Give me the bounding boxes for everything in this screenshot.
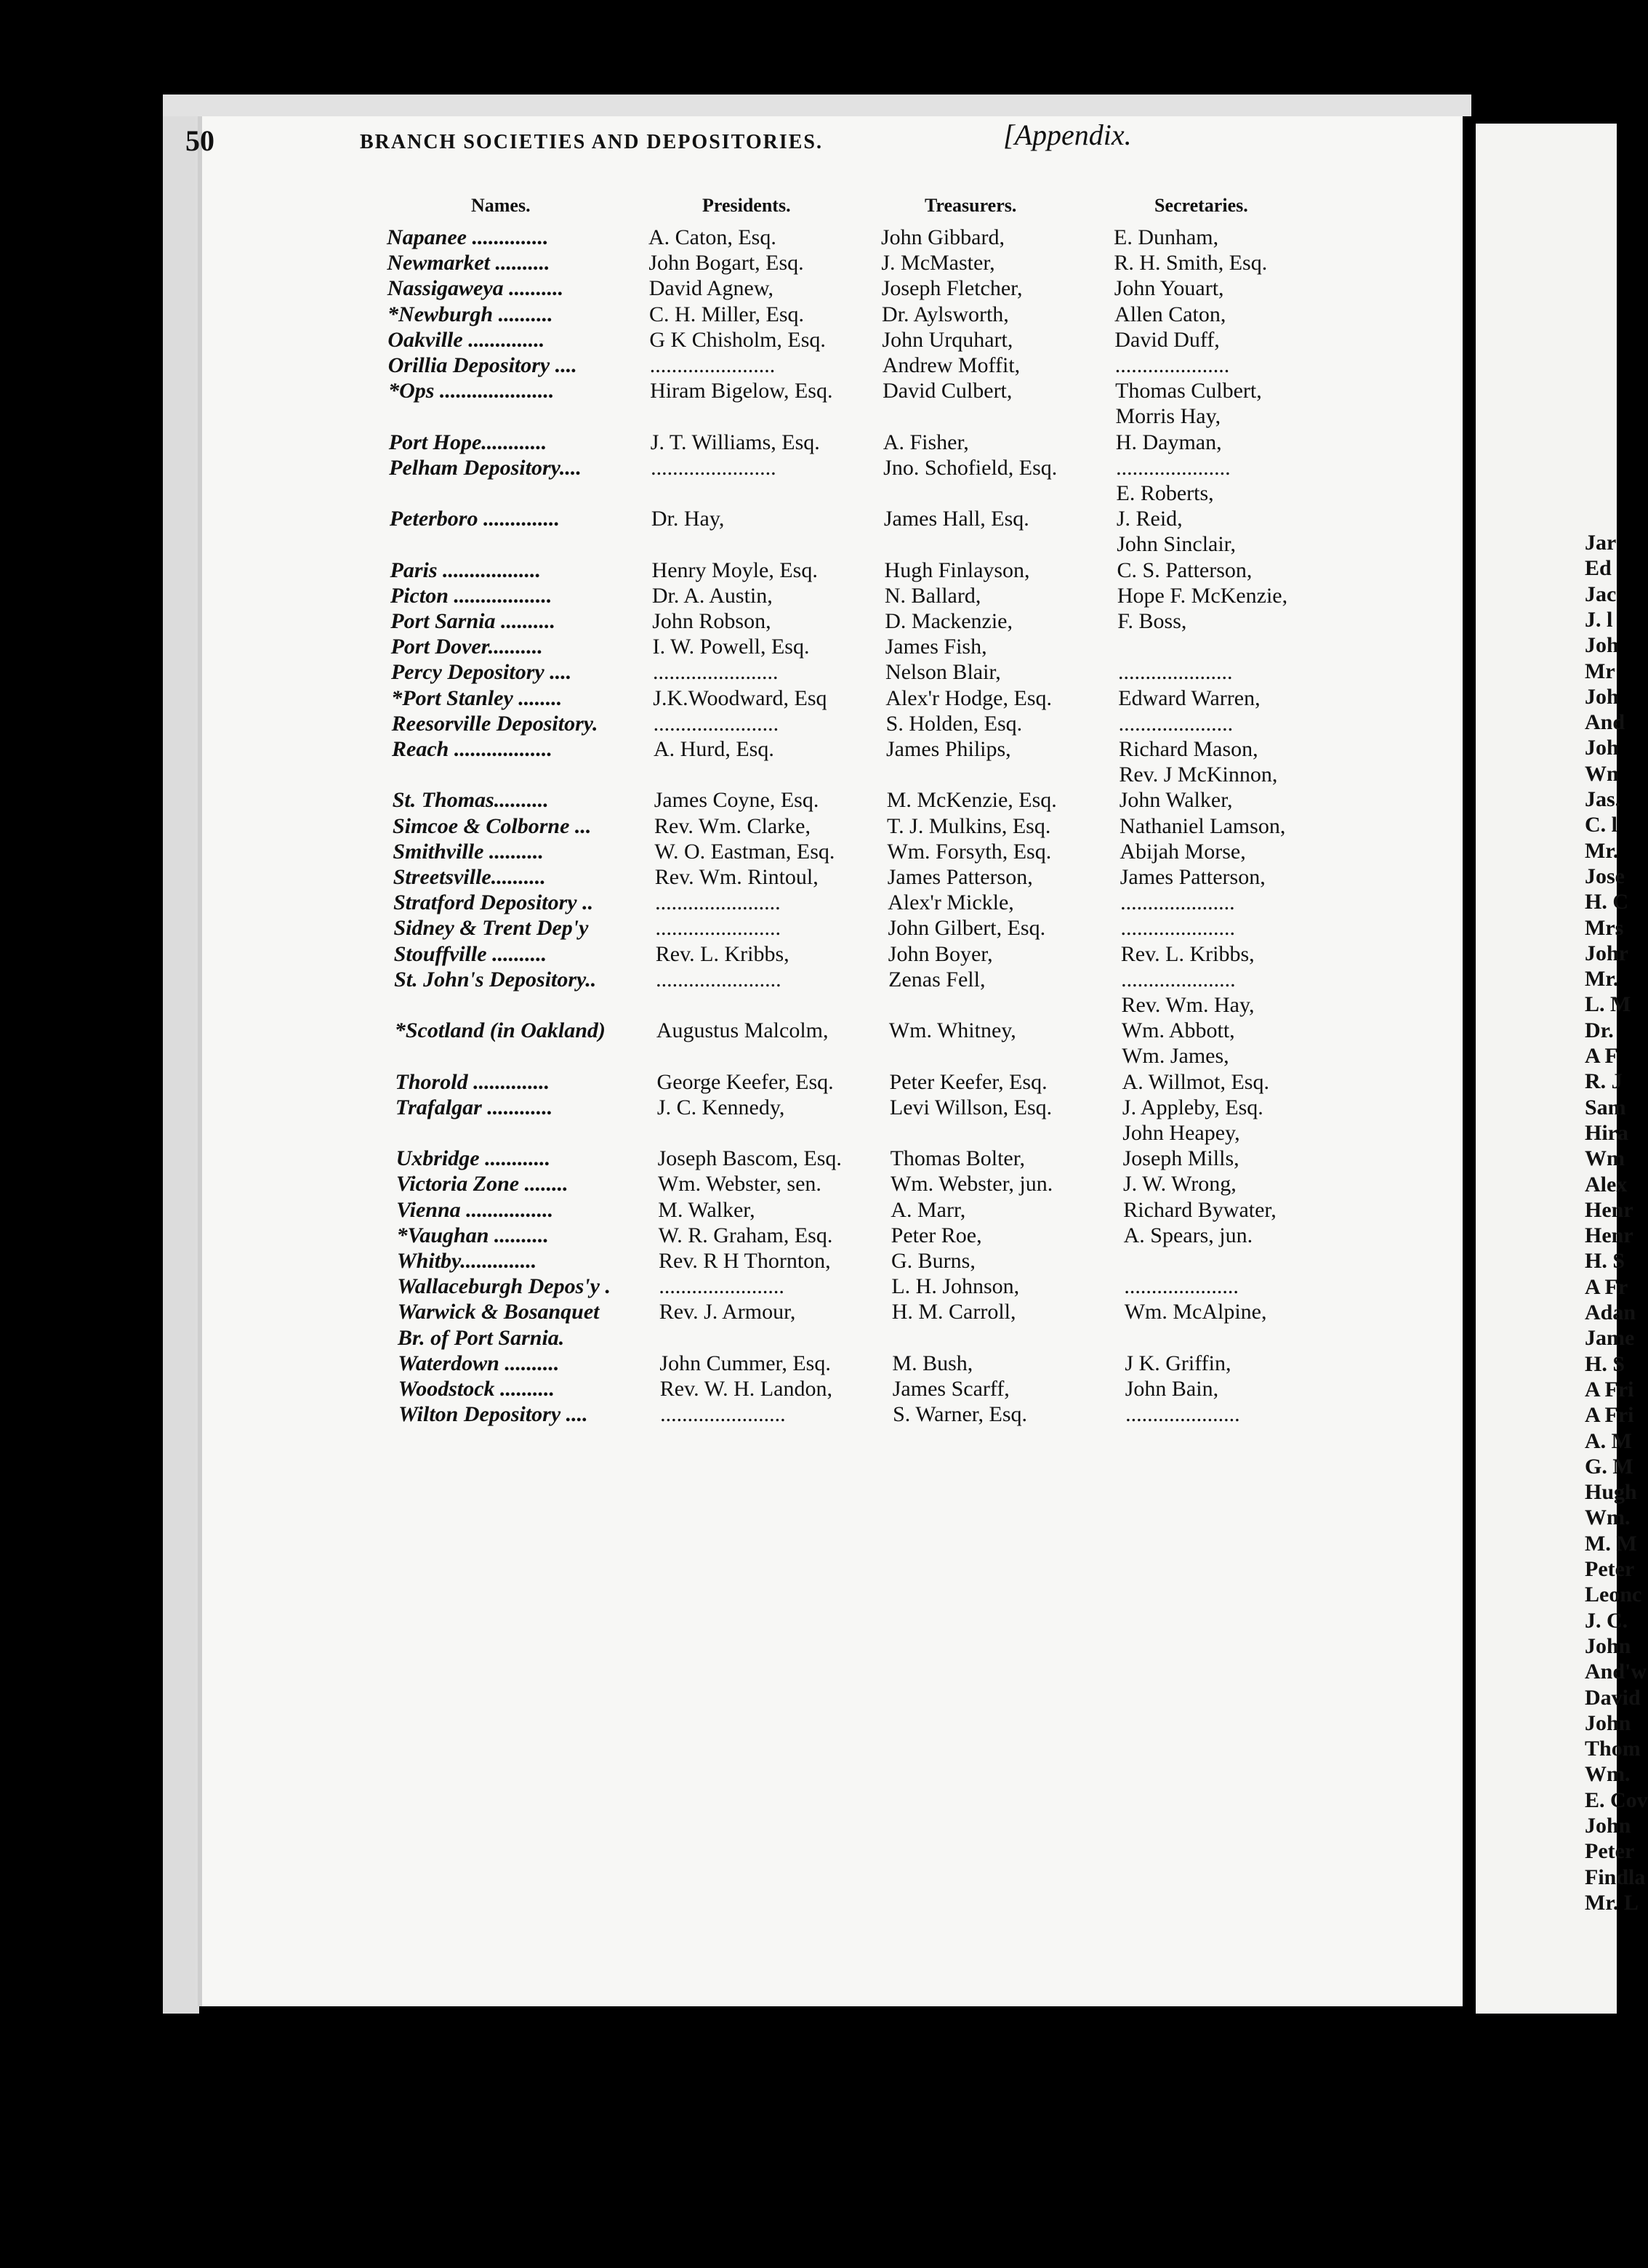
president-cell: Dr. Hay, xyxy=(651,507,725,531)
secretary-cell: E. Roberts, xyxy=(1116,481,1214,505)
right-page-fragment: A Fr xyxy=(1585,1274,1628,1299)
column-header-names: Names. xyxy=(471,195,531,216)
society-name: Waterdown .......... xyxy=(398,1351,560,1375)
society-name: Woodstock .......... xyxy=(398,1377,555,1401)
society-name: Port Sarnia .......... xyxy=(390,609,555,633)
right-page-fragment: Mr. L xyxy=(1585,1890,1639,1915)
treasurer-cell: Zenas Fell, xyxy=(888,967,986,992)
secretary-cell: David Duff, xyxy=(1114,327,1220,352)
right-page-fragment: Jar xyxy=(1585,531,1617,555)
right-page-fragment: Findla xyxy=(1585,1865,1646,1889)
treasurer-cell: Peter Roe, xyxy=(891,1223,982,1247)
president-cell: Augustus Malcolm, xyxy=(656,1018,829,1043)
secretary-cell: ..................... xyxy=(1124,1274,1239,1299)
society-name: Orillia Depository .... xyxy=(387,353,577,377)
society-name: Simcoe & Colborne ... xyxy=(393,813,592,838)
society-name: Port Dover.......... xyxy=(390,635,543,659)
right-page-fragment: Peter xyxy=(1585,1557,1635,1581)
president-cell: James Coyne, Esq. xyxy=(654,788,819,813)
president-cell: John Robson, xyxy=(652,609,771,633)
right-page-fragment: H. S xyxy=(1585,1249,1625,1274)
treasurer-cell: James Patterson, xyxy=(887,865,1033,889)
society-name: Stratford Depository .. xyxy=(393,890,594,915)
right-page-fragment: A. M xyxy=(1585,1428,1632,1453)
treasurer-cell: Wm. Webster, jun. xyxy=(890,1172,1053,1197)
treasurer-cell: David Culbert, xyxy=(883,379,1013,403)
president-cell: ....................... xyxy=(653,711,779,736)
treasurer-cell: H. M. Carroll, xyxy=(891,1300,1016,1324)
society-name: Victoria Zone ........ xyxy=(395,1172,568,1197)
right-page-fragment: A Fri xyxy=(1585,1403,1634,1428)
society-name: Picton .................. xyxy=(390,583,552,608)
society-name: Stouffville .......... xyxy=(393,941,547,966)
president-cell: ....................... xyxy=(656,967,781,992)
society-name: Pelham Depository.... xyxy=(389,455,582,480)
secretary-cell: Edward Warren, xyxy=(1118,685,1261,710)
secretary-cell: Joseph Mills, xyxy=(1122,1146,1239,1171)
president-cell: Rev. Wm. Clarke, xyxy=(654,813,811,838)
president-cell: Rev. L. Kribbs, xyxy=(655,941,789,966)
secretary-cell: John Sinclair, xyxy=(1117,532,1236,557)
president-cell: ....................... xyxy=(651,455,776,480)
right-page-fragment: Mr xyxy=(1585,659,1615,683)
treasurer-cell: Andrew Moffit, xyxy=(882,353,1021,377)
right-page-fragment: Jas. xyxy=(1585,787,1621,811)
right-page-fragment: Joh xyxy=(1585,684,1619,709)
treasurer-cell: John Urquhart, xyxy=(882,327,1013,352)
right-page-fragment: A F xyxy=(1585,1044,1618,1068)
secretary-cell: Rev. J McKinnon, xyxy=(1119,763,1278,787)
secretary-cell: Allen Caton, xyxy=(1114,302,1226,326)
treasurer-cell: S. Warner, Esq. xyxy=(893,1402,1028,1427)
secretary-cell: A. Willmot, Esq. xyxy=(1122,1069,1269,1094)
president-cell: C. H. Miller, Esq. xyxy=(649,302,805,326)
secretary-cell: ..................... xyxy=(1120,916,1235,941)
right-page-fragment: Leonc xyxy=(1585,1583,1642,1607)
president-cell: David Agnew, xyxy=(648,276,774,301)
secretary-cell: ..................... xyxy=(1116,455,1231,480)
right-page-fragment: Thom xyxy=(1585,1737,1641,1761)
right-page-fragment: Joh xyxy=(1585,736,1619,760)
page-number: 50 xyxy=(185,124,214,157)
president-cell: J.K.Woodward, Esq xyxy=(653,685,827,710)
president-cell: Wm. Webster, sen. xyxy=(657,1172,821,1197)
treasurer-cell: Dr. Aylsworth, xyxy=(882,302,1009,326)
president-cell: ....................... xyxy=(652,660,779,685)
society-name: *Newburgh .......... xyxy=(387,302,553,326)
right-page-fragment: H. S xyxy=(1585,1351,1625,1376)
president-cell: ....................... xyxy=(655,916,781,941)
right-page-fragment: Hugh xyxy=(1585,1480,1637,1505)
society-name: Nassigaweya .......... xyxy=(387,276,564,301)
secretary-cell: ..................... xyxy=(1114,353,1230,377)
secretary-cell: F. Boss, xyxy=(1117,609,1187,633)
treasurer-cell: A. Fisher, xyxy=(883,430,969,454)
secretary-cell: Rev. L. Kribbs, xyxy=(1120,941,1255,966)
president-cell: W. R. Graham, Esq. xyxy=(658,1223,833,1247)
society-name: Br. of Port Sarnia. xyxy=(398,1325,565,1350)
secretary-cell: Nathaniel Lamson, xyxy=(1120,813,1286,838)
society-name: Napanee .............. xyxy=(387,225,549,249)
right-page-fragment: Alex xyxy=(1585,1172,1628,1197)
society-name: Peterboro .............. xyxy=(389,507,560,531)
treasurer-cell: Hugh Finlayson, xyxy=(884,558,1030,582)
secretary-cell: C. S. Patterson, xyxy=(1117,558,1253,582)
president-cell: ....................... xyxy=(660,1402,786,1427)
column-header-treasurers: Treasurers. xyxy=(925,195,1017,216)
treasurer-cell: Wm. Whitney, xyxy=(888,1018,1016,1043)
president-cell: J. C. Kennedy, xyxy=(656,1095,785,1119)
treasurer-cell: John Gilbert, Esq. xyxy=(888,916,1046,941)
secretary-cell: Thomas Culbert, xyxy=(1115,379,1262,403)
column-header-secretaries: Secretaries. xyxy=(1154,195,1248,216)
right-page-fragment: Hira xyxy=(1585,1120,1628,1145)
president-cell: George Keefer, Esq. xyxy=(656,1069,834,1094)
secretary-cell: ..................... xyxy=(1118,711,1234,736)
right-page-fragment: Peter xyxy=(1585,1839,1635,1864)
treasurer-cell: S. Holden, Esq. xyxy=(885,711,1023,736)
right-page-fragment: L. M xyxy=(1585,992,1631,1017)
right-page-fragment: Johr xyxy=(1585,941,1628,965)
treasurer-cell: Peter Keefer, Esq. xyxy=(889,1069,1048,1094)
society-name: Newmarket .......... xyxy=(387,251,550,276)
right-page-fragment: David xyxy=(1585,1685,1641,1710)
right-page-fragment: John xyxy=(1585,1633,1631,1658)
society-name: *Scotland (in Oakland) xyxy=(394,1018,606,1043)
president-cell: ....................... xyxy=(649,353,776,377)
treasurer-cell: John Gibbard, xyxy=(881,225,1005,249)
right-page-fragment: Henr xyxy=(1585,1197,1633,1222)
secretary-cell: Wm. McAlpine, xyxy=(1124,1300,1267,1324)
president-cell: G K Chisholm, Esq. xyxy=(649,327,826,352)
treasurer-cell: Levi Willson, Esq. xyxy=(889,1095,1053,1119)
society-name: Reach .................. xyxy=(392,737,552,761)
right-page-fragment: And'w xyxy=(1585,1660,1647,1684)
page-stack-edge-top xyxy=(163,94,1471,116)
treasurer-cell: G. Burns, xyxy=(891,1249,976,1273)
treasurer-cell: James Fish, xyxy=(885,635,987,659)
society-name: Warwick & Bosanquet xyxy=(397,1300,600,1324)
society-name: Reesorville Depository. xyxy=(391,711,598,736)
society-name: Port Hope............ xyxy=(388,430,547,454)
president-cell: Rev. W. H. Landon, xyxy=(659,1377,832,1401)
right-page-fragment: J. l xyxy=(1585,607,1613,632)
right-page-fragment: C. l xyxy=(1585,813,1617,837)
society-name: St. John's Depository.. xyxy=(394,967,597,992)
right-page-fragment: H. C xyxy=(1585,890,1628,914)
secretary-cell: Morris Hay, xyxy=(1115,404,1221,429)
secretary-cell: J. Reid, xyxy=(1116,507,1183,531)
right-page xyxy=(1476,124,1648,2014)
president-cell: I. W. Powell, Esq. xyxy=(652,635,810,659)
society-name: Trafalgar ............ xyxy=(395,1095,553,1119)
right-page-fragment: Jame xyxy=(1585,1326,1635,1351)
right-page-fragment: Wm xyxy=(1585,1146,1625,1171)
society-name: *Port Stanley ........ xyxy=(391,685,563,710)
society-name: Oakville .............. xyxy=(387,327,545,352)
secretary-cell: A. Spears, jun. xyxy=(1123,1223,1253,1247)
treasurer-cell: N. Ballard, xyxy=(884,583,981,608)
secretary-cell: John Youart, xyxy=(1114,276,1224,301)
right-page-fragment: Ed xyxy=(1585,556,1612,581)
president-cell: Dr. A. Austin, xyxy=(651,583,773,608)
treasurer-cell: L. H. Johnson, xyxy=(891,1274,1020,1299)
right-page-fragment: J. C. xyxy=(1585,1608,1628,1633)
secretary-cell: Richard Bywater, xyxy=(1123,1197,1277,1222)
president-cell: Joseph Bascom, Esq. xyxy=(657,1146,842,1171)
secretary-cell: John Bain, xyxy=(1125,1377,1219,1401)
treasurer-cell: J. McMaster, xyxy=(881,251,995,276)
society-name: Smithville .......... xyxy=(393,839,544,864)
secretary-cell: John Walker, xyxy=(1119,788,1233,813)
treasurer-cell: A. Marr, xyxy=(891,1197,966,1222)
president-cell: Rev. J. Armour, xyxy=(659,1300,796,1324)
right-page-fragment: A Fri xyxy=(1585,1377,1634,1402)
president-cell: Henry Moyle, Esq. xyxy=(651,558,818,582)
treasurer-cell: Jno. Schofield, Esq. xyxy=(883,455,1058,480)
secretary-cell: Richard Mason, xyxy=(1119,737,1258,761)
treasurer-cell: M. Bush, xyxy=(892,1351,973,1375)
president-cell: A. Caton, Esq. xyxy=(648,225,776,249)
treasurer-cell: D. Mackenzie, xyxy=(885,609,1013,633)
society-name: St. Thomas.......... xyxy=(392,788,549,813)
secretary-cell: H. Dayman, xyxy=(1115,430,1222,454)
page-edge-shadow xyxy=(198,116,202,2006)
right-page-fragment: Adan xyxy=(1585,1300,1636,1324)
president-cell: M. Walker, xyxy=(658,1197,755,1222)
treasurer-cell: Wm. Forsyth, Esq. xyxy=(887,839,1052,864)
president-cell: Hiram Bigelow, Esq. xyxy=(650,379,833,403)
right-page-fragment: Dr. xyxy=(1585,1018,1614,1042)
right-page-fragment: Wn xyxy=(1585,761,1619,786)
right-page-fragment: Jose xyxy=(1585,864,1625,888)
society-name: Sidney & Trent Dep'y xyxy=(393,916,589,941)
right-page-fragment: G. M xyxy=(1585,1454,1633,1479)
right-page-fragment: John xyxy=(1585,1814,1631,1838)
right-page-fragment: Wm. xyxy=(1585,1762,1631,1787)
society-name: *Vaughan .......... xyxy=(396,1223,549,1247)
right-page-fragment: Mr. xyxy=(1585,838,1619,863)
right-page-fragment: Mrs xyxy=(1585,915,1624,940)
treasurer-cell: T. J. Mulkins, Esq. xyxy=(887,813,1051,838)
right-page-fragment: Joh xyxy=(1585,633,1619,658)
president-cell: Rev. R H Thornton, xyxy=(659,1249,831,1273)
treasurer-cell: Alex'r Mickle, xyxy=(888,890,1014,915)
president-cell: ....................... xyxy=(655,890,781,915)
appendix-label: [Appendix. xyxy=(1003,118,1132,151)
treasurer-cell: Thomas Bolter, xyxy=(890,1146,1026,1171)
treasurer-cell: James Hall, Esq. xyxy=(883,507,1029,531)
secretary-cell: John Heapey, xyxy=(1122,1121,1240,1145)
treasurer-cell: Alex'r Hodge, Esq. xyxy=(885,685,1052,710)
secretary-cell: James Patterson, xyxy=(1120,865,1266,889)
right-page-fragment: E. Cov xyxy=(1585,1788,1648,1812)
secretary-cell: E. Dunham, xyxy=(1114,225,1219,249)
treasurer-cell: James Scarff, xyxy=(892,1377,1010,1401)
right-page-fragment: Jac xyxy=(1585,582,1617,606)
right-page-fragment: R. J xyxy=(1585,1069,1623,1094)
page-title: BRANCH SOCIETIES AND DEPOSITORIES. xyxy=(360,131,823,153)
society-name: Uxbridge ............ xyxy=(395,1146,551,1171)
secretary-cell: ..................... xyxy=(1121,967,1236,992)
president-cell: W. O. Eastman, Esq. xyxy=(654,839,835,864)
society-name: Wallaceburgh Depos'y . xyxy=(397,1274,611,1299)
secretary-cell: ..................... xyxy=(1120,890,1235,915)
secretary-cell: Hope F. McKenzie, xyxy=(1117,583,1288,608)
president-cell: A. Hurd, Esq. xyxy=(654,737,774,761)
secretary-cell: R. H. Smith, Esq. xyxy=(1114,251,1268,276)
right-page-fragment: M. M xyxy=(1585,1531,1637,1556)
secretary-cell: J. W. Wrong, xyxy=(1122,1172,1237,1197)
right-page-fragment: And xyxy=(1585,710,1625,735)
secretary-cell: Wm. Abbott, xyxy=(1121,1018,1235,1043)
president-cell: J. T. Williams, Esq. xyxy=(650,430,820,454)
page-stack-edge xyxy=(163,94,199,2014)
secretary-cell: J K. Griffin, xyxy=(1125,1351,1231,1375)
treasurer-cell: M. McKenzie, Esq. xyxy=(886,788,1057,813)
president-cell: John Bogart, Esq. xyxy=(648,251,804,276)
right-page-fragment: Mr. xyxy=(1585,967,1619,992)
president-cell: Rev. Wm. Rintoul, xyxy=(654,865,819,889)
right-page-fragment: Sam xyxy=(1585,1095,1626,1119)
treasurer-cell: Joseph Fletcher, xyxy=(881,276,1023,301)
treasurer-cell: James Philips, xyxy=(886,737,1011,761)
society-name: Paris .................. xyxy=(390,558,542,582)
right-page-fragment: Wm. xyxy=(1585,1505,1631,1530)
right-page-fragment: John xyxy=(1585,1710,1631,1735)
society-name: Whitby.............. xyxy=(397,1249,537,1273)
society-name: Vienna ................ xyxy=(396,1197,554,1222)
society-name: Streetsville.......... xyxy=(393,865,546,889)
right-page-fragment: Henr xyxy=(1585,1223,1633,1248)
secretary-cell: Wm. James, xyxy=(1122,1044,1229,1069)
society-name: Percy Depository .... xyxy=(390,660,572,685)
secretary-cell: ..................... xyxy=(1117,660,1233,685)
treasurer-cell: John Boyer, xyxy=(888,941,993,966)
president-cell: John Cummer, Esq. xyxy=(659,1351,831,1375)
secretary-cell: Abijah Morse, xyxy=(1120,839,1246,864)
society-name: Thorold .............. xyxy=(395,1069,550,1094)
secretary-cell: Rev. Wm. Hay, xyxy=(1121,993,1255,1017)
society-name: *Ops ..................... xyxy=(388,379,555,403)
society-name: Wilton Depository .... xyxy=(398,1402,588,1427)
secretary-cell: J. Appleby, Esq. xyxy=(1122,1095,1263,1119)
president-cell: ....................... xyxy=(659,1274,784,1299)
secretary-cell: ..................... xyxy=(1125,1402,1240,1427)
treasurer-cell: Nelson Blair, xyxy=(885,660,1001,685)
column-header-presidents: Presidents. xyxy=(702,195,791,216)
